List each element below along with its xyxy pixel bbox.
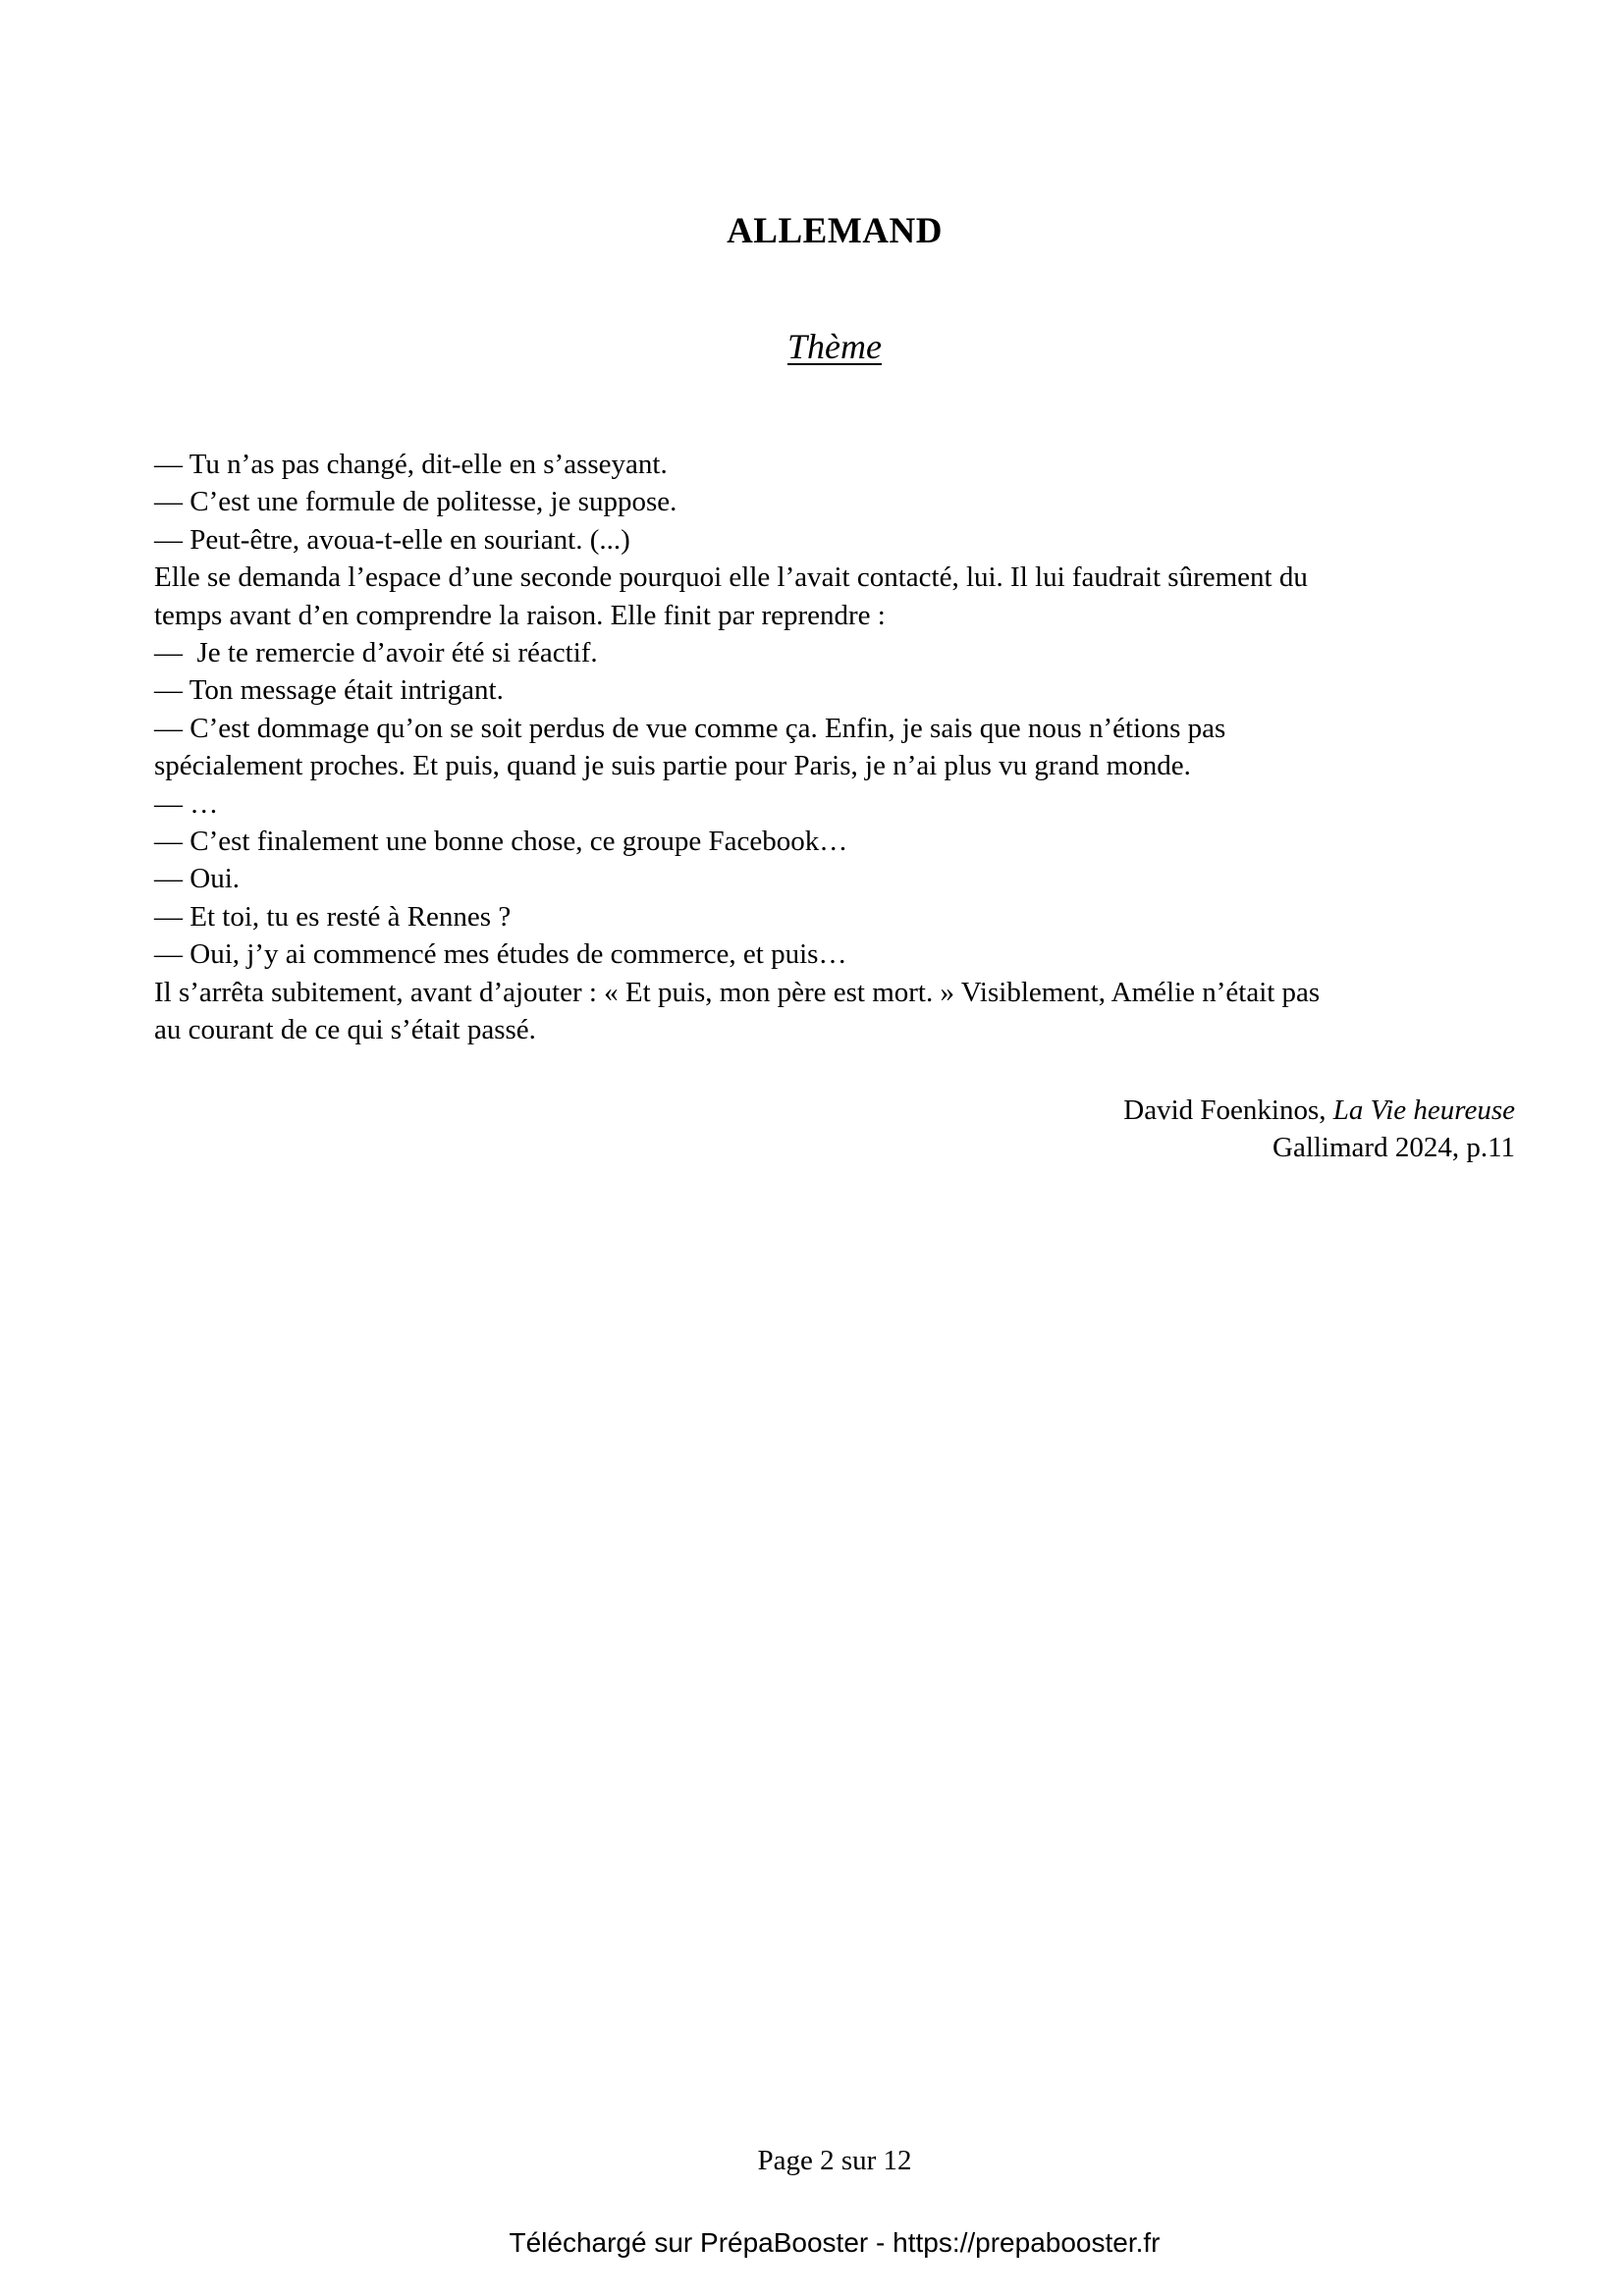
- text-line: temps avant d’en comprendre la raison. Elle finit par reprendre :: [154, 599, 886, 631]
- attribution-work-title: La Vie heureuse: [1332, 1094, 1515, 1126]
- text-line: — Je te remercie d’avoir été si réactif.: [154, 637, 598, 669]
- text-line: — C’est une formule de politesse, je suppose.: [154, 486, 677, 518]
- text-line: au courant de ce qui s’était passé.: [154, 1014, 536, 1046]
- download-notice: Téléchargé sur PrépaBooster - https://prepabooster.fr: [509, 2227, 1161, 2258]
- section-subtitle-text: Thème: [787, 327, 882, 366]
- attribution-edition-line: Gallimard 2024, p.11: [1272, 1132, 1515, 1164]
- attribution-author: David Foenkinos,: [1123, 1094, 1333, 1126]
- page-title: ALLEMAND: [727, 211, 943, 251]
- text-line: — C’est finalement une bonne chose, ce groupe Facebook…: [154, 826, 848, 858]
- section-subtitle: [154, 326, 1515, 367]
- attribution-author-line: [154, 1092, 1515, 1129]
- text-line: Elle se demanda l’espace d’une seconde pourquoi elle l’avait contacté, lui. Il lui faudrait sûrement du: [154, 561, 1308, 594]
- page-number: Page 2 sur 12: [757, 2145, 912, 2176]
- text-line: Il s’arrêta subitement, avant d’ajouter : « Et puis, mon père est mort. » Visiblement, Amélie n’était pas: [154, 976, 1321, 1008]
- text-line: — C’est dommage qu’on se soit perdus de vue comme ça. Enfin, je sais que nous n’étions pas: [154, 712, 1226, 744]
- blank-line: [154, 1049, 1515, 1087]
- text-line: — Ton message était intrigant.: [154, 674, 504, 707]
- source-attribution: [154, 1092, 1515, 1167]
- text-line: spécialement proches. Et puis, quand je suis partie pour Paris, je n’ai plus vu grand monde.: [154, 750, 1191, 782]
- text-line: — Oui.: [154, 863, 240, 895]
- text-line: — Peut-être, avoua-t-elle en souriant. (...): [154, 523, 630, 556]
- text-line: — Tu n’as pas changé, dit-elle en s’asseyant.: [154, 449, 668, 480]
- body-text-block: [154, 446, 1515, 1167]
- text-line: — Et toi, tu es resté à Rennes ?: [154, 900, 512, 933]
- text-line: — Oui, j’y ai commencé mes études de commerce, et puis…: [154, 938, 847, 971]
- text-line: — …: [154, 787, 219, 820]
